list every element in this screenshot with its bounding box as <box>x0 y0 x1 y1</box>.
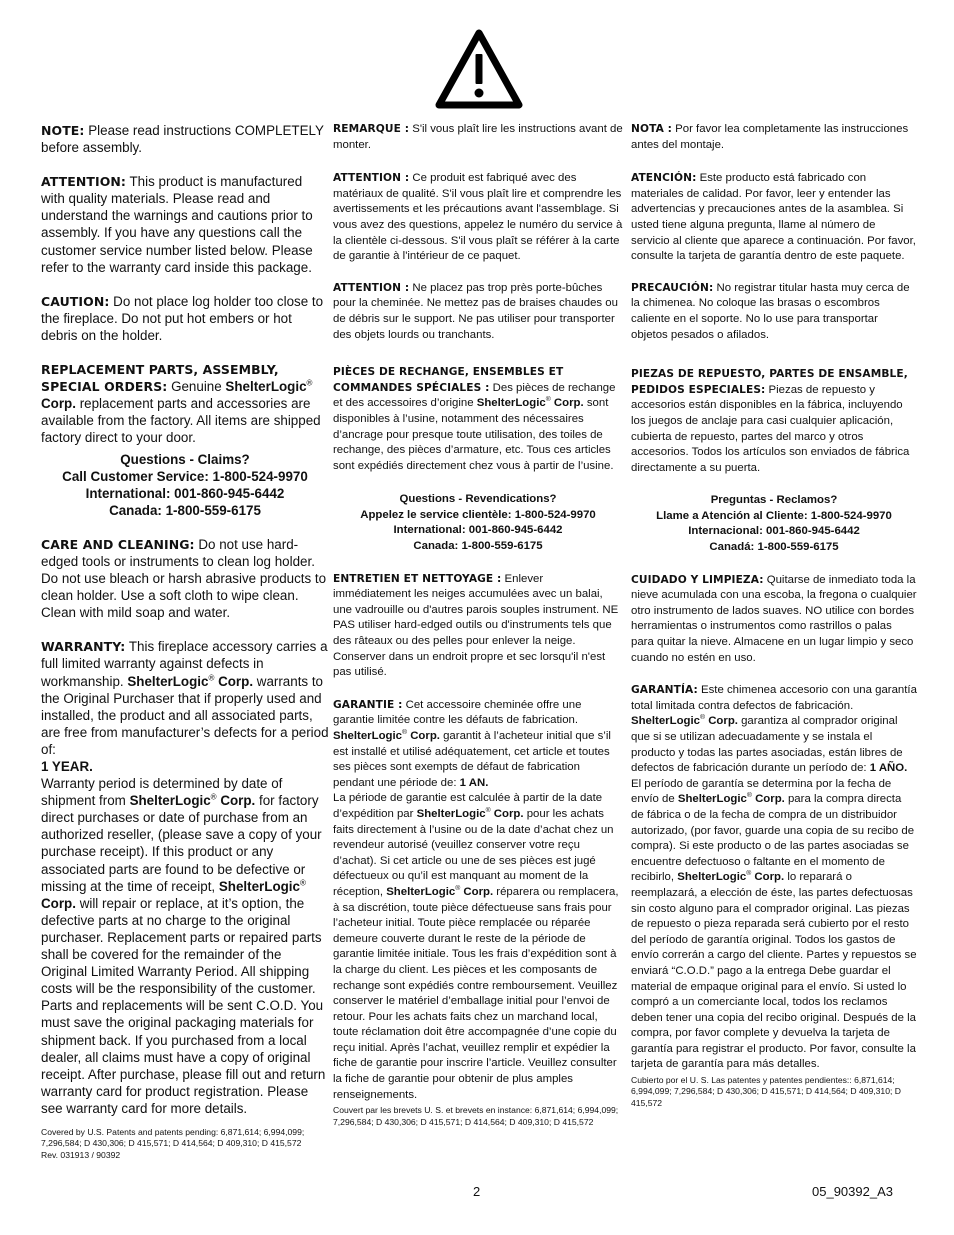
warranty-section: GARANTÍA: Este chimenea accesorio con una garantía total limitada contra defectos de fabricación. ShelterLogic® Corp. garantiza al comprador original que si se utilizan adecuadamente y se instala el producto y todas las partes asociadas, están libres de defectos de fabricación durante un período de: 1 AÑO. El período de garantía se determina por la fecha de envío de ShelterLogic® Corp. para la compra directa de fábrica o de la fecha de compra de un distribuidor autorizado, (por favor, guarde una copia de su recibo de compra). Si este producto o de las partes asociadas se encuentre defectuoso o faltante en el momento de recibirlo, ShelterLogic® Corp. lo reparará o reemplazará, a elección de éste, las partes defectuosas sin costo alguno para el comprador original. Las piezas de repuesto o pieza reparada será cubierto por el resto del período de garantía original. Todos los gastos de envío correrán a cargo del cliente. Partes y repuestos se enviará “C.O.D.” pago a la entrega Debe guardar el material de empaque original para el envío. Si usted lo compró a un comerciante local, todos los reclamos deben tener una copia del recibo original. Después de la compra, por favor complete y devuelva la tarjeta de garantía para registrar el producto. Por favor, consulte la tarjeta de garantía para más detalles. <box>631 684 917 1071</box>
page-number: 2 <box>473 1184 481 1199</box>
patents-note: Covered by U.S. Patents and patents pending: 6,871,614; 6,994,099; 7,296,584; D 430,306; D 415,571; D 414,564; D 409,310; D 415,572 <box>41 1126 305 1149</box>
note-section: NOTE: Please read instructions COMPLETELY before assembly. <box>41 123 324 156</box>
patents-note: Couvert par les brevets U. S. et brevets en instance: 6,871,614; 6,994,099; 7,296,584; D 430,306; D 415,571; D 414,564; D 409,310; D 415,572 <box>333 1105 619 1127</box>
warning-triangle-icon <box>435 28 523 110</box>
document-code: 05_90392_A3 <box>812 1184 893 1199</box>
replacement-section: PIÈCES DE RECHANGE, ENSEMBLES ET COMMANDES SPÉCIALES : Des pièces de rechange et des accessoires d’origine ShelterLogic® Corp. sont disponibles à l’usine, notamment des nécessaires d’ancrage pour presque toute utilisation, des toiles de rechange, des pièces d’armature, etc. Tous ces articles sont expédiés directement chez vous à partir de l’usine. <box>333 366 616 472</box>
patents-note: Cubierto por el U. S. Las patentes y patentes pendientes:: 6,871,614; 6,994,099; 7,296,584; D 430,306; D 415,571; D 414,564; D 409,310; D 415,572 <box>631 1075 901 1108</box>
caution-section: ATTENTION : Ne placez pas trop près porte-bûches pour la cheminée. Ne mettez pas de braises chaudes ou de débris sur le support. Ne pas utiliser pour transporter des objets lourds ou tranchants. <box>333 281 618 341</box>
attention-section: ATTENTION: This product is manufactured with quality materials. Please read and understand the warnings and cautions prior to assembly. If you have any questions call the customer service number listed below. Please refer to the warranty card inside this package. <box>41 174 313 275</box>
attention-section: ATENCIÓN: Este producto está fabricado con materiales de calidad. Por favor, leer y entender las advertencias y precauciones antes de la asamblea. Si usted tiene alguna pregunta, llame al número de servicio al cliente que aparece a continuación. Por favor, consulte la tarjeta de garantía dentro de este paquete. <box>631 172 916 263</box>
warranty-section: WARRANTY: This fireplace accessory carries a full limited warranty against defects in workmanship. ShelterLogic® Corp. warrants to the Original Purchaser that if properly used and installed, the product and all associated parts, are free from manufacturer’s defects for a period of: 1 YEAR. Warranty period is determined by date of shipment from ShelterLogic® Corp. for factory direct purchases or date of purchase from an authorized reseller, (please save a copy of your purchase receipt). If this product or any associated parts are found to be defective or missing at the time of receipt, ShelterLogic® Corp. will repair or replace, at it’s option, the defective parts at no charge to the original purchaser. Replacement parts or repaired parts shall be covered for the remainder of the Original Limited Warranty Period. All shipping costs will be the responsibility of the customer. Parts and replacements will be sent C.O.D. You must save the original packaging materials for shipment back. If you purchased from a local dealer, all claims must have a copy of original receipt. After purchase, please fill out and return warranty card for product registration. Please see warranty card for more details. <box>41 639 329 1116</box>
caution-section: CAUTION: Do not place log holder too close to the fireplace. Do not put hot embers or hot debris on the holder. <box>41 293 324 343</box>
note-section: REMARQUE : S'il vous plaît lire les instructions avant de monter. <box>333 123 623 151</box>
care-section: CUIDADO Y LIMPIEZA: Quitarse de inmediato toda la nieve acumulada con una escoba, la fregona o cualquier otro instrumento de lados suaves. NO utilice con bordes herramientas o instrumentos como rastrillos o palas para quitar la nieve. Almacene en un lugar limpio y seco cuando no estén en uso. <box>631 573 917 664</box>
caution-section: PRECAUCIÓN: No registrar titular hasta muy cerca de la chimenea. No coloque las brasas o escombros caliente en el soporte. No lo use para transportar objetos pesados o afilados. <box>631 281 910 341</box>
care-section: ENTRETIEN ET NETTOYAGE : Enlever immédiatement les neiges accumulées avec un balai, une vadrouille ou d'autres parois souples instrument. NE PAS utiliser hard-edged outils ou d'instruments tels que des râteaux ou des pelles pour enlever la neige. Conserver dans un endroit propre et sec lorsqu'il n'est pas utilisé. <box>333 572 619 679</box>
french-column <box>333 122 623 1128</box>
note-section: NOTA : Por favor lea completamente las instrucciones antes del montaje. <box>631 123 909 151</box>
replacement-section: REPLACEMENT PARTS, ASSEMBLY, SPECIAL ORDERS: Genuine ShelterLogic® Corp. replacement parts and accessories are available from the factory. All items are shipped factory direct to your door. <box>41 362 321 446</box>
english-column <box>41 122 329 1161</box>
warranty-section: GARANTIE : Cet accessoire cheminée offre une garantie limitée contre les défauts de fabrication. ShelterLogic® Corp. garantit à l’acheteur initial que s’il est installé et utilisé adéquatement, cet article et toutes ses pièces sont exempts de défaut de fabrication pendant une période de: 1 AN. La période de garantie est calculée à partir de la date d’expédition par ShelterLogic® Corp. pour les achats faits directement à l’usine ou de la date d’achat chez un revendeur autorisé (veuillez conserver votre reçu d’achat). Si cet article ou une de ses pièces est jugé défectueux ou qu’il est manquant au moment de la réception, ShelterLogic® Corp. réparera ou remplacera, à sa discrétion, toute pièce défectueuse sans frais pour l’acheteur initial. Toute pièce remplacée ou réparée demeure couverte durant le reste de la période de garantie limitée initiale. Tous les frais d’expédition sont à la charge du client. Les pièces et les composants de rechange sont expédiés contre remboursement. Veuillez conserver le matériel d’emballage initial pour l’envoi de retour. Pour les achats faits chez un marchand local, toute réclamation doit être accompagnée d’une copie du reçu initial. Après l’achat, veuillez remplir et expédier la fiche de garantie pour inscrire l’article. Veuillez consulter la fiche de garantie pour obtenir de plus amples renseignements. <box>333 698 619 1101</box>
contact-block: Preguntas - Reclamos? Llame a Atención al Cliente: 1-800-524-9970 Internacional: 001-860-945-6442 Canadá: 1-800-559-6175 <box>656 494 892 554</box>
contact-block: Questions - Revendications? Appelez le service clientèle: 1-800-524-9970 International: 001-860-945-6442 Canada: 1-800-559-6175 <box>360 493 596 553</box>
brand-name: ShelterLogic <box>225 379 307 395</box>
revision-note: Rev. 031913 / 90392 <box>41 1149 121 1160</box>
replacement-section: PIEZAS DE REPUESTO, PARTES DE ENSAMBLE, PEDIDOS ESPECIALES: Piezas de repuesto y accesorios están disponibles en la fábrica, incluyendo los juegos de anclaje para casi cualquier aplicación, cubierta de repuesto, partes del marco y otros accesorios. Todos los artículos son enviados de fábrica directamente a su puerta. <box>631 368 910 474</box>
contact-block: Questions - Claims? Call Customer Service: 1-800-524-9970 International: 001-860-945-6442 Canada: 1-800-559-6175 <box>62 451 308 518</box>
attention-section: ATTENTION : Ce produit est fabriqué avec des matériaux de qualité. S'il vous plaît lire et comprendre les avertissements et les précautions avant l'assemblage. Si vous avez des questions, appelez le numéro du service à la clientèle ci-dessous. S'il vous plaît se référer à la carte de garantie à l'intérieur de ce paquet. <box>333 172 623 263</box>
care-section: CARE AND CLEANING: Do not use hard-edged tools or instruments to clean log holder. Do not use bleach or harsh abrasive products to clean holder. Use a soft cloth to wipe clean. Clean with mild soap and water. <box>41 536 327 621</box>
spanish-column <box>631 122 917 1109</box>
